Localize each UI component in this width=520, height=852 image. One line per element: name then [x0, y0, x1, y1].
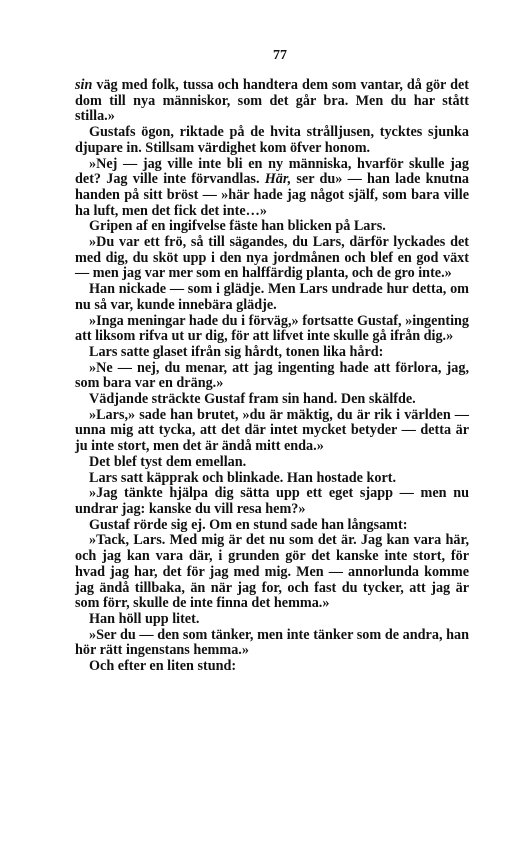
italic-word: sin — [75, 77, 93, 93]
page-number: 77 — [273, 48, 287, 63]
paragraph: »Lars,» sade han brutet, »du är mäktig, du är rik i världen — unna mig att tycka, att det där intet mycket betyder — detta är ju inte stort, men det är ändå mitt enda.» — [75, 406, 469, 455]
paragraph: Lars satt käpprak och blinkade. Han hostade kort. — [89, 469, 397, 486]
paragraph: Gustafs ögon, riktade på de hvita strålljusen, tycktes sjunka djupare in. Stillsam värdighet kom öfver honom. — [75, 124, 469, 156]
paragraph: »Jag tänkte hjälpa dig sätta upp ett eget sjapp — men nu undrar jag: kanske du vill resa hem?» — [75, 485, 469, 517]
body-text — [75, 78, 469, 675]
paragraph: »Ser du — den som tänker, men inte tänker som de andra, han hör rätt ingenstans hemma.» — [75, 626, 469, 659]
paragraph: »Du var ett frö, så till sägandes, du Lars, därför lyckades det med dig, du sköt upp i den nya jordmånen och blef en god växt — men jag var mer som en halffärdig planta, och de gro inte.» — [75, 234, 469, 282]
paragraph: »Inga meningar hade du i förväg,» fortsatte Gustaf, »ingenting att liksom rifva ut ur dig, för att lifvet inte skulle gå ifrån dig.» — [75, 312, 469, 345]
paragraph: Gripen af en ingifvelse fäste han blicken på Lars. — [89, 218, 386, 235]
paragraph: Och efter en liten stund: — [89, 658, 237, 675]
paragraph: »Tack, Lars. Med mig är det nu som det är. Jag kan vara här, och jag kan vara där, i grunden gör det kanske inte stort, för hvad jag har, det för jag med mig. Men — annorlunda komme jag ändå tillbaka, än när jag for, och fast du tycker, att jag är som förr, skulle de inte finna det hemma.» — [75, 532, 469, 612]
paragraph: Han höll upp litet. — [89, 610, 200, 627]
book-page — [75, 48, 469, 675]
italic-word: Här, — [264, 171, 292, 188]
paragraph: Lars satte glaset ifrån sig hårdt, tonen lika hård: — [89, 343, 384, 360]
paragraph: Vädjande sträckte Gustaf fram sin hand. Den skälfde. — [89, 391, 416, 408]
paragraph: Han nickade — som i glädje. Men Lars undrade hur detta, om nu så var, kunde innebära glädje. — [75, 281, 469, 313]
paragraph: »Ne — nej, du menar, att jag ingenting hade att förlora, jag, som bara var en dräng.» — [75, 359, 469, 392]
paragraph: »Nej — jag ville inte bli en ny människa, hvarför skulle jag det? Jag ville inte förvandlas. Här, ser du» — han lade knutna handen på sitt bröst — »här hade jag något själf, som bara ville ha luft, men det fick det inte…» — [75, 155, 470, 219]
paragraph: Det blef tyst dem emellan. — [89, 453, 247, 470]
paragraph: Gustaf rörde sig ej. Om en stund sade han långsamt: — [89, 516, 408, 533]
paragraph: sin väg med folk, tussa och handtera dem som vantar, då gör det dom till nya människor, som det går bra. Men du har stått stilla.» — [75, 77, 469, 125]
